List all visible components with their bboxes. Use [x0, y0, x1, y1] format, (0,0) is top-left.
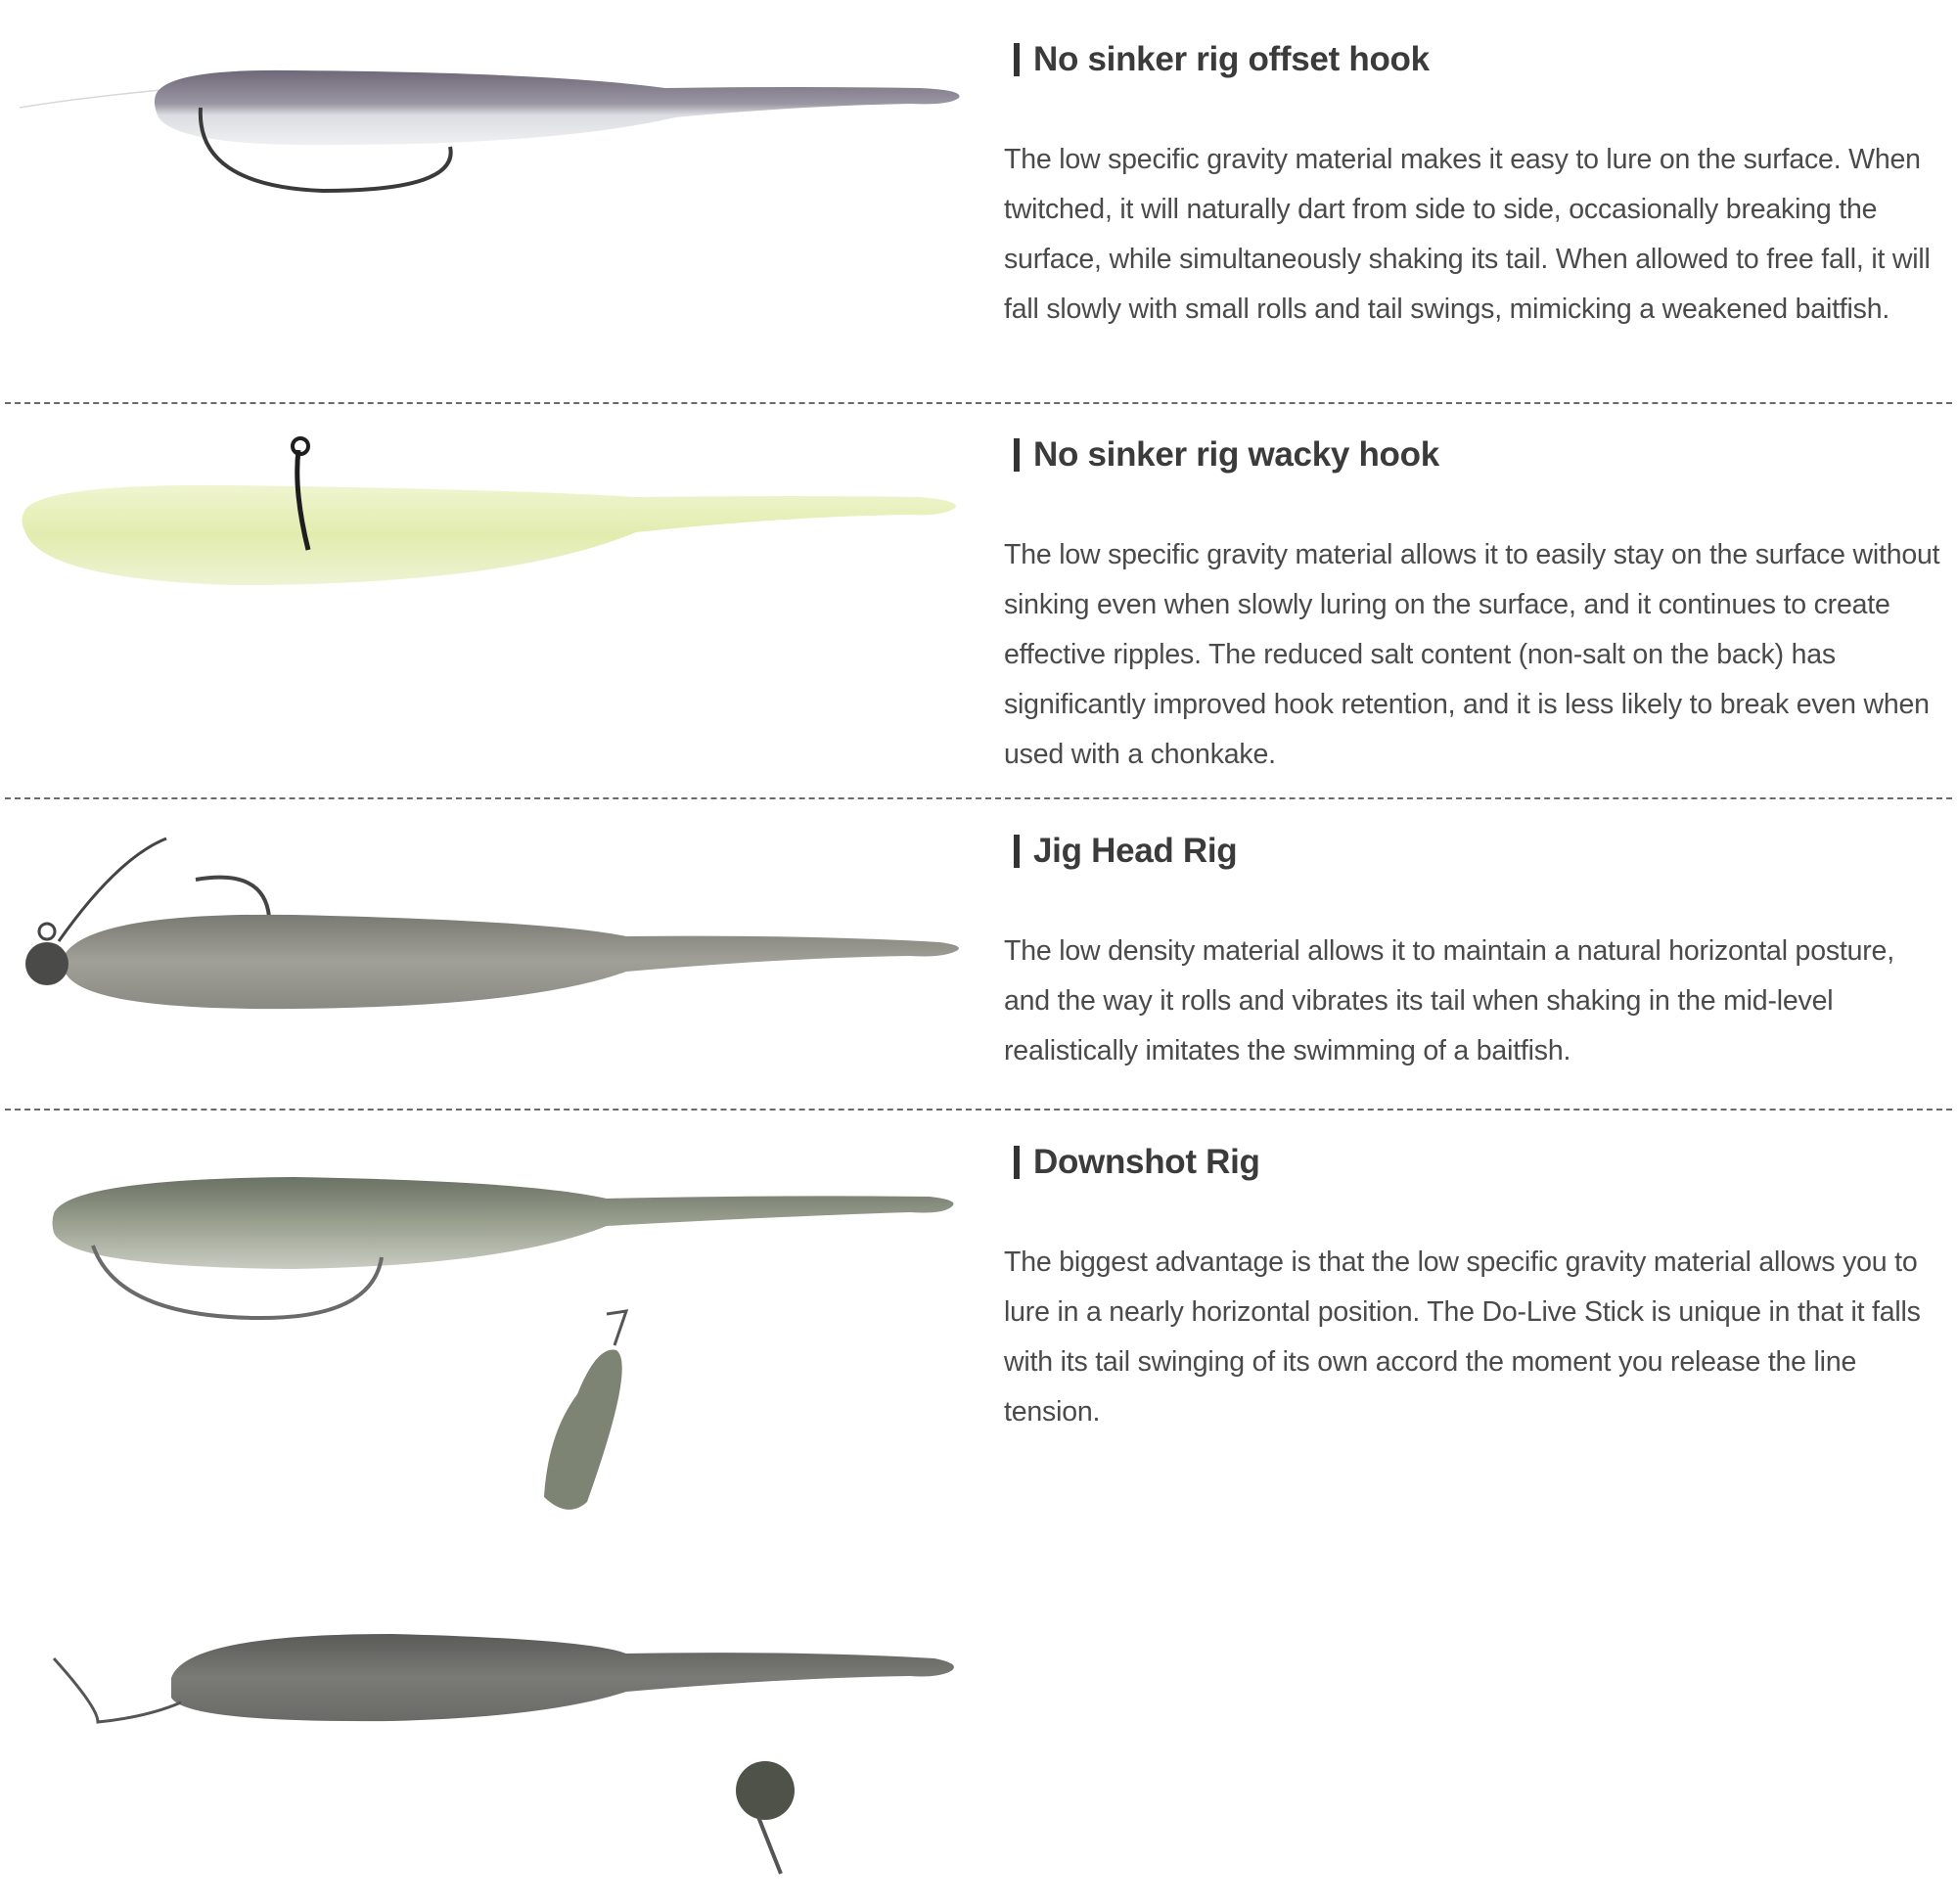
section-title: Downshot Rig — [1014, 1140, 1260, 1185]
section-description: The low density material allows it to maintain a natural horizontal posture, and the way it rolls and vibrates its tail when shaking in the mid-level realistically imitates the swimming of a baitfish. — [1004, 935, 1894, 1066]
section-title: No sinker rig wacky hook — [1014, 432, 1439, 477]
jig-head-lure-image — [0, 799, 978, 1111]
wacky-hook-lure-image — [0, 403, 978, 799]
section-description: The low specific gravity material makes it easy to lure on the surface. When twitched, it will naturally dart from side to side, occasionally breaking the surface, while simultaneously shaking its tail. When allowed to free fall, it will fall slowly with small rolls and tail swings, mimicking a weakened baitfish. — [1004, 144, 1931, 325]
rig-section-jig-head — [0, 799, 1957, 1111]
downshot-lure-image — [0, 1111, 978, 1904]
offset-hook-lure-image — [0, 0, 978, 403]
rig-section-downshot — [0, 1111, 1957, 1904]
section-title: No sinker rig offset hook — [1014, 37, 1430, 82]
rig-section-wacky-hook — [0, 403, 1957, 799]
section-description: The low specific gravity material allows it to easily stay on the surface without sinking even when slowly luring on the surface, and it continues to create effective ripples. The reduced salt content (non-salt on the back) has significantly improved hook retention, and it is less likely to break even when used with a chonkake. — [1004, 539, 1940, 770]
section-description: The biggest advantage is that the low specific gravity material allows you to lure in a nearly horizontal position. The Do-Live Stick is unique in that it falls with its tail swinging of its own accord the moment you release the line tension. — [1004, 1247, 1921, 1428]
section-title: Jig Head Rig — [1014, 829, 1237, 874]
rig-section-offset-hook — [0, 0, 1957, 403]
